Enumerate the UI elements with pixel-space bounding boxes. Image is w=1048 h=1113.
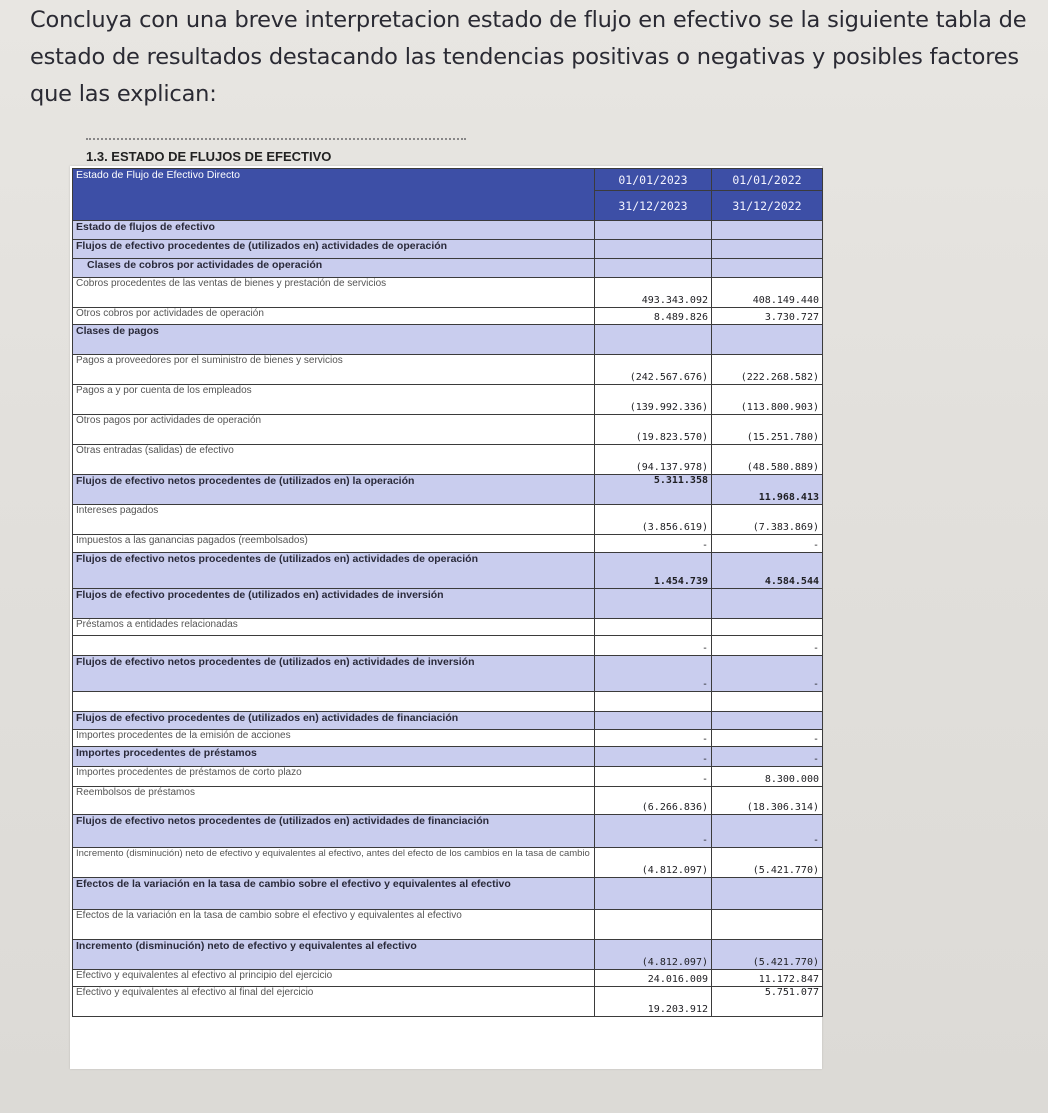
table-row: Efectos de la variación en la tasa de cambio sobre el efectivo y equivalentes al efectivo — [73, 910, 823, 940]
question-line-1: Concluya con una breve interpretacion estado de flujo en efectivo se la siguiente tabla de — [30, 7, 1027, 33]
table-row: Flujos de efectivo netos procedentes de (utilizados en) actividades de operación 1.454.739 4.584.544 — [73, 553, 823, 589]
table-row: Flujos de efectivo procedentes de (utilizados en) actividades de operación — [73, 240, 823, 259]
table-row: Estado de flujos de efectivo — [73, 221, 823, 240]
table-row: Cobros procedentes de las ventas de bienes y prestación de servicios 493.343.092 408.149.440 — [73, 278, 823, 308]
table-row: Efectivo y equivalentes al efectivo al final del ejercicio 19.203.912 5.751.077 — [73, 987, 823, 1017]
table-row: Clases de cobros por actividades de operación — [73, 259, 823, 278]
header-to-2023: 31/12/2023 — [595, 191, 712, 221]
question-text — [30, 2, 1045, 113]
table-row: Flujos de efectivo netos procedentes de (utilizados en) actividades de inversión - - — [73, 656, 823, 692]
table-row: Importes procedentes de préstamos de corto plazo - 8.300.000 — [73, 767, 823, 787]
table-header-row-1 — [73, 169, 823, 191]
cash-flow-table — [72, 168, 823, 1017]
header-from-2022: 01/01/2022 — [712, 169, 823, 191]
table-row: Flujos de efectivo netos procedentes de (utilizados en) la operación 5.311.358 11.968.413 — [73, 475, 823, 505]
table-row: Incremento (disminución) neto de efectivo y equivalentes al efectivo, antes del efecto de los cambios en la tasa de cambio (4.812.097) (5.421.770) — [73, 848, 823, 878]
table-row: Efectivo y equivalentes al efectivo al principio del ejercicio 24.016.009 11.172.847 — [73, 970, 823, 987]
table-row: Clases de pagos — [73, 325, 823, 355]
section-title: 1.3. ESTADO DE FLUJOS DE EFECTIVO — [86, 149, 332, 164]
table-row: Otros pagos por actividades de operación (19.823.570) (15.251.780) — [73, 415, 823, 445]
table-row: Flujos de efectivo procedentes de (utilizados en) actividades de inversión — [73, 589, 823, 619]
table-row: - - — [73, 636, 823, 656]
table-row: Efectos de la variación en la tasa de cambio sobre el efectivo y equivalentes al efectivo — [73, 878, 823, 910]
header-label: Estado de Flujo de Efectivo Directo — [73, 169, 595, 221]
question-line-2: estado de resultados destacando las tendencias positivas o negativas y posibles factores — [30, 44, 1019, 70]
table-row: Reembolsos de préstamos (6.266.836) (18.306.314) — [73, 787, 823, 815]
table-row: Flujos de efectivo procedentes de (utilizados en) actividades de financiación — [73, 712, 823, 730]
table-row: Impuestos a las ganancias pagados (reembolsados) - - — [73, 535, 823, 553]
question-line-3: que las explican: — [30, 81, 217, 107]
table-row — [73, 692, 823, 712]
table-row: Préstamos a entidades relacionadas — [73, 619, 823, 636]
header-to-2022: 31/12/2022 — [712, 191, 823, 221]
table-row: Intereses pagados (3.856.619) (7.383.869) — [73, 505, 823, 535]
table-row: Incremento (disminución) neto de efectivo y equivalentes al efectivo (4.812.097) (5.421.770) — [73, 940, 823, 970]
scribbled-line — [86, 138, 466, 148]
table-row: Pagos a y por cuenta de los empleados (139.992.336) (113.800.903) — [73, 385, 823, 415]
table-row: Otros cobros por actividades de operación 8.489.826 3.730.727 — [73, 308, 823, 325]
table-row: Flujos de efectivo netos procedentes de (utilizados en) actividades de financiación - - — [73, 815, 823, 848]
table-row: Importes procedentes de la emisión de acciones - - — [73, 730, 823, 747]
table-row: Pagos a proveedores por el suministro de bienes y servicios (242.567.676) (222.268.582) — [73, 355, 823, 385]
table-row: Otras entradas (salidas) de efectivo (94.137.978) (48.580.889) — [73, 445, 823, 475]
header-from-2023: 01/01/2023 — [595, 169, 712, 191]
table-row: Importes procedentes de préstamos - - — [73, 747, 823, 767]
